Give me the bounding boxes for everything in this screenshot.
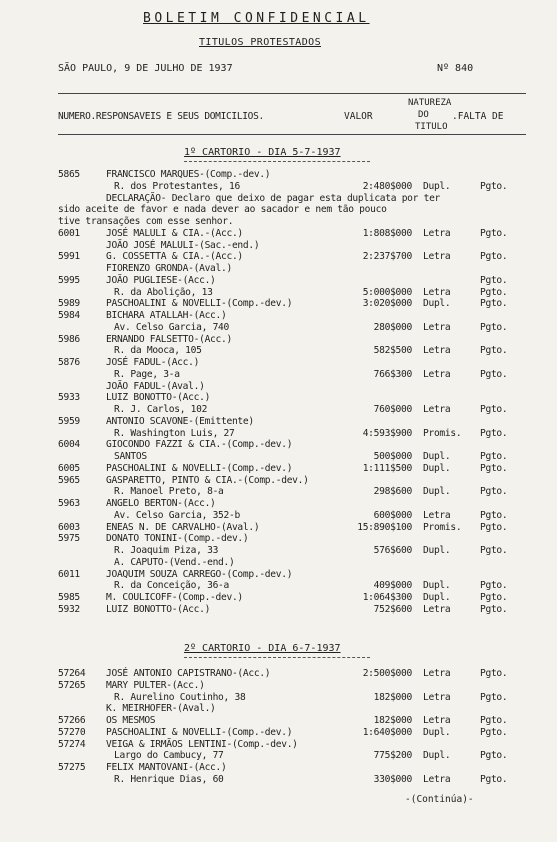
row-natureza: Letra xyxy=(423,668,451,679)
row-number: 5995 xyxy=(58,274,80,286)
row-natureza: Letra xyxy=(423,715,451,726)
row-responsavel: ANTONIO SCAVONE-(Emittente) xyxy=(106,415,254,427)
row-falta: Pgto. xyxy=(480,368,508,380)
row-responsavel: R. J. Carlos, 102 xyxy=(114,404,208,415)
row-valor: 298$600 xyxy=(373,486,412,498)
row-responsavel: G. COSSETTA & CIA.-(Acc.) xyxy=(106,251,243,263)
row-natureza: Letra xyxy=(423,251,451,263)
col-falta-de: .FALTA DE xyxy=(452,111,504,122)
row-number: 57270 xyxy=(58,726,86,738)
row-responsavel: JOSÉ ANTONIO CAPISTRANO-(Acc.) xyxy=(106,668,271,679)
row-natureza: Letra xyxy=(423,773,451,785)
row-responsavel: MARY PULTER-(Acc.) xyxy=(106,679,205,691)
row-valor: 1:064$300 xyxy=(362,592,412,603)
row-responsavel: FIORENZO GRONDA-(Aval.) xyxy=(106,263,232,274)
row-number: 5865 xyxy=(58,169,80,180)
row-natureza: Dupl. xyxy=(423,486,451,498)
row-number: 5985 xyxy=(58,592,80,603)
col-numero-responsaveis: NUMERO.RESPONSAVEIS E SEUS DOMICILIOS. xyxy=(58,111,264,122)
row-valor: 280$000 xyxy=(373,321,412,333)
row-falta: Pgto. xyxy=(480,521,508,533)
row-number: 57266 xyxy=(58,715,86,726)
row-responsavel: Av. Celso Garcia, 740 xyxy=(114,321,229,333)
row-valor: 3:020$000 xyxy=(362,298,412,310)
row-valor: 1:111$500 xyxy=(362,462,412,474)
row-valor: 4:593$900 xyxy=(362,427,412,439)
row-falta: Pgto. xyxy=(480,715,508,726)
row-valor: 5:000$000 xyxy=(362,286,412,298)
col-valor: VALOR xyxy=(344,111,373,122)
row-falta: Pgto. xyxy=(480,580,508,592)
row-number: 6005 xyxy=(58,462,80,474)
row-responsavel: ANGELO BERTON-(Acc.) xyxy=(106,498,216,509)
row-responsavel: JOSÉ MALULI & CIA.-(Acc.) xyxy=(106,227,243,239)
row-number: 6004 xyxy=(58,439,80,451)
row-natureza: Dupl. xyxy=(423,592,451,603)
row-natureza: Dupl. xyxy=(423,750,451,762)
row-responsavel: GIOCONDO FAZZI & CIA.-(Comp.-dev.) xyxy=(106,439,293,451)
row-responsavel: PASCHOALINI & NOVELLI-(Comp.-dev.) xyxy=(106,462,293,474)
row-responsavel: Largo do Cambucy, 77 xyxy=(114,750,224,762)
row-number: 5984 xyxy=(58,310,80,321)
row-valor: 760$000 xyxy=(373,404,412,415)
row-valor: 1:808$000 xyxy=(362,227,412,239)
row-valor: 409$000 xyxy=(373,580,412,592)
row-valor: 2:237$700 xyxy=(362,251,412,263)
row-responsavel: OS MESMOS xyxy=(106,715,156,726)
row-responsavel: tive transações com esse senhor. xyxy=(58,216,234,227)
row-responsavel: K. MEIRHOFER-(Aval.) xyxy=(106,703,216,715)
row-number: 5963 xyxy=(58,498,80,509)
row-falta: Pgto. xyxy=(480,726,508,738)
col-natureza-3: TITULO xyxy=(415,122,448,132)
document-subtitle: TITULOS PROTESTADOS xyxy=(199,37,321,48)
row-number: 57275 xyxy=(58,762,86,773)
row-natureza: Letra xyxy=(423,345,451,357)
row-natureza: Dupl. xyxy=(423,451,451,462)
row-responsavel: R. Henrique Dias, 60 xyxy=(114,773,224,785)
col-natureza-2: DO xyxy=(418,110,429,120)
row-valor: 582$500 xyxy=(373,345,412,357)
row-natureza: Dupl. xyxy=(423,580,451,592)
row-natureza: Letra xyxy=(423,603,451,615)
row-natureza: Letra xyxy=(423,368,451,380)
row-responsavel: ENEAS N. DE CARVALHO-(Aval.) xyxy=(106,521,260,533)
row-number: 5989 xyxy=(58,298,80,310)
row-number: 5932 xyxy=(58,603,80,615)
row-responsavel: Av. Celso Garcia, 352-b xyxy=(114,509,240,521)
row-falta: Pgto. xyxy=(480,592,508,603)
row-responsavel: R. Joaquim Piza, 33 xyxy=(114,545,219,556)
row-natureza: Promis. xyxy=(423,427,462,439)
row-number: 5876 xyxy=(58,357,80,368)
row-valor: 182$000 xyxy=(373,715,412,726)
row-responsavel: PASCHOALINI & NOVELLI-(Comp.-dev.) xyxy=(106,726,293,738)
row-falta: Pgto. xyxy=(480,286,508,298)
row-number: 57265 xyxy=(58,679,86,691)
row-falta: Pgto. xyxy=(480,298,508,310)
row-falta: Pgto. xyxy=(480,251,508,263)
row-natureza: Dupl. xyxy=(423,545,451,556)
row-falta: Pgto. xyxy=(480,509,508,521)
row-falta: Pgto. xyxy=(480,668,508,679)
row-responsavel: LUIZ BONOTTO-(Acc.) xyxy=(106,392,211,404)
header-rule-top xyxy=(58,93,526,94)
row-responsavel: ERNANDO FALSETTO-(Acc.) xyxy=(106,333,232,345)
row-responsavel: R. Aurelino Coutinho, 38 xyxy=(114,691,246,703)
place-date: SÃO PAULO, 9 DE JULHO DE 1937 xyxy=(58,63,233,74)
row-falta: Pgto. xyxy=(480,404,508,415)
row-valor: 775$200 xyxy=(373,750,412,762)
row-falta: Pgto. xyxy=(480,427,508,439)
row-number: 5986 xyxy=(58,333,80,345)
row-valor: 600$000 xyxy=(373,509,412,521)
row-valor: 500$000 xyxy=(373,451,412,462)
row-responsavel: VEIGA & IRMÃOS LENTINI-(Comp.-dev.) xyxy=(106,738,298,750)
row-falta: Pgto. xyxy=(480,462,508,474)
section-rule xyxy=(184,657,370,658)
row-falta: Pgto. xyxy=(480,451,508,462)
row-responsavel: M. COULICOFF-(Comp.-dev.) xyxy=(106,592,243,603)
row-valor: 752$600 xyxy=(373,603,412,615)
row-falta: Pgto. xyxy=(480,321,508,333)
row-valor: 576$600 xyxy=(373,545,412,556)
section-title: 1º CARTORIO - DIA 5-7-1937 xyxy=(184,147,341,158)
row-falta: Pgto. xyxy=(480,274,508,286)
row-falta: Pgto. xyxy=(480,227,508,239)
row-falta: Pgto. xyxy=(480,486,508,498)
header-rule-bottom xyxy=(58,134,526,135)
row-responsavel: DONATO TONINI-(Comp.-dev.) xyxy=(106,533,249,545)
row-number: 6003 xyxy=(58,521,80,533)
row-responsavel: R. da Mooca, 105 xyxy=(114,345,202,357)
row-natureza: Dupl. xyxy=(423,462,451,474)
row-responsavel: A. CAPUTO-(Vend.-end.) xyxy=(114,556,235,568)
row-natureza: Letra xyxy=(423,691,451,703)
section-rule xyxy=(184,161,370,162)
row-natureza: Letra xyxy=(423,227,451,239)
row-responsavel: R. Washington Luis, 27 xyxy=(114,427,235,439)
continues-note: -(Continúa)- xyxy=(405,794,474,805)
row-responsavel: JOÃO PUGLIESE-(Acc.) xyxy=(106,274,216,286)
row-number: 57274 xyxy=(58,738,86,750)
row-valor: 330$000 xyxy=(373,773,412,785)
row-natureza: Letra xyxy=(423,321,451,333)
row-responsavel: FRANCISCO MARQUES-(Comp.-dev.) xyxy=(106,169,271,180)
row-responsavel: R. da Abolição, 13 xyxy=(114,286,213,298)
row-responsavel: SANTOS xyxy=(114,451,147,462)
row-responsavel: sido aceite de favor e nada dever ao sacador e nem tão pouco xyxy=(58,204,387,216)
row-number: 5959 xyxy=(58,415,80,427)
row-falta: Pgto. xyxy=(480,545,508,556)
row-responsavel: R. dos Protestantes, 16 xyxy=(114,180,240,192)
row-number: 5933 xyxy=(58,392,80,404)
row-natureza: Dupl. xyxy=(423,298,451,310)
row-number: 5965 xyxy=(58,474,80,486)
row-falta: Pgto. xyxy=(480,603,508,615)
row-valor: 15:890$100 xyxy=(357,521,412,533)
row-natureza: Promis. xyxy=(423,521,462,533)
row-natureza: Dupl. xyxy=(423,180,451,192)
row-number: 6011 xyxy=(58,568,80,580)
row-natureza: Dupl. xyxy=(423,726,451,738)
row-falta: Pgto. xyxy=(480,345,508,357)
row-valor: 2:500$000 xyxy=(362,668,412,679)
row-responsavel: LUIZ BONOTTO-(Acc.) xyxy=(106,603,211,615)
row-responsavel: R. Page, 3-a xyxy=(114,368,180,380)
row-natureza: Letra xyxy=(423,286,451,298)
row-natureza: Letra xyxy=(423,509,451,521)
row-responsavel: GASPARETTO, PINTO & CIA.-(Comp.-dev.) xyxy=(106,474,309,486)
row-responsavel: FELIX MANTOVANI-(Acc.) xyxy=(106,762,227,773)
row-valor: 1:640$000 xyxy=(362,726,412,738)
row-responsavel: DECLARAÇÃO- Declaro que deixo de pagar esta duplicata por ter xyxy=(106,192,441,204)
row-number: 57264 xyxy=(58,668,86,679)
row-responsavel: BICHARA ATALLAH-(Acc.) xyxy=(106,310,227,321)
row-falta: Pgto. xyxy=(480,750,508,762)
row-responsavel: JOÃO FADUL-(Aval.) xyxy=(106,380,205,392)
row-valor: 182$000 xyxy=(373,691,412,703)
row-falta: Pgto. xyxy=(480,180,508,192)
row-natureza: Letra xyxy=(423,404,451,415)
document-title: BOLETIM CONFIDENCIAL xyxy=(143,11,370,26)
bulletin-number: Nº 840 xyxy=(437,63,474,74)
row-falta: Pgto. xyxy=(480,773,508,785)
row-responsavel: JOAQUIM SOUZA CARREGO-(Comp.-dev.) xyxy=(106,568,293,580)
row-valor: 2:480$000 xyxy=(362,180,412,192)
col-natureza-1: NATUREZA xyxy=(408,98,452,108)
row-falta: Pgto. xyxy=(480,691,508,703)
row-responsavel: PASCHOALINI & NOVELLI-(Comp.-dev.) xyxy=(106,298,293,310)
row-responsavel: JOÃO JOSÉ MALULI-(Sac.-end.) xyxy=(106,239,260,251)
row-number: 5975 xyxy=(58,533,80,545)
row-valor: 766$300 xyxy=(373,368,412,380)
section-title: 2º CARTORIO - DIA 6-7-1937 xyxy=(184,643,341,654)
row-responsavel: R. Manoel Preto, 8-a xyxy=(114,486,224,498)
row-number: 5991 xyxy=(58,251,80,263)
row-responsavel: JOSÉ FADUL-(Acc.) xyxy=(106,357,200,368)
row-responsavel: R. da Conceição, 36-a xyxy=(114,580,229,592)
row-number: 6001 xyxy=(58,227,80,239)
